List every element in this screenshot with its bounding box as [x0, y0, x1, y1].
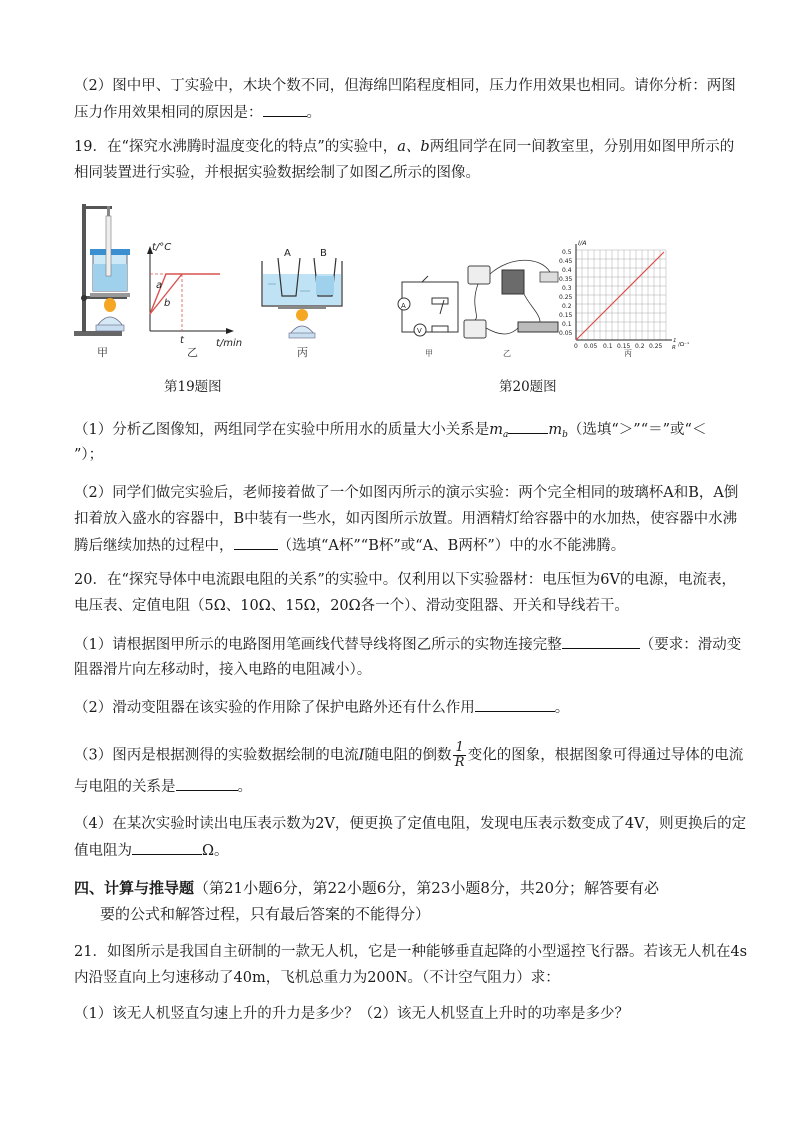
mass-subscript-a: a [502, 430, 509, 440]
fig20-bing-xaxis-unit: /Ω⁻¹ [678, 342, 690, 348]
q19-part2-rest: （选填“A杯”“B杯”或“A、B两杯”）中的水不能沸腾。 [277, 538, 626, 554]
q21-stem-line2: 内沿竖直向上匀速移动了40m，飞机总重力为200N。（不计空气阻力）求： [74, 970, 560, 986]
fig20-ammeter: A [401, 302, 406, 310]
q20-part1-rest: （要求：滑动变 [639, 637, 742, 653]
fig20-bing-label: 丙 [624, 349, 632, 358]
q20-part1-text: （1）请根据图甲所示的电路图用笔画线代替导线将图乙所示的实物连接完整 [74, 637, 562, 653]
q20-part4-end: Ω。 [202, 843, 229, 859]
q18-part2-line2 [74, 102, 321, 123]
q19-stem-line1 [74, 137, 734, 157]
q20-part1-line1 [74, 634, 741, 655]
q19-part2-line3 [74, 535, 625, 556]
fig19-bing-cup-a: A [284, 248, 291, 259]
answer-blank[interactable] [562, 634, 640, 649]
fig19-yi-yaxis: t/°C [152, 242, 172, 253]
fig20-jia-label: 甲 [425, 349, 433, 358]
section4-note: （第21小题6分，第22小题6分，第23小题8分，共20分；解答要有必 [194, 879, 659, 897]
y-tick: 0.25 [559, 294, 573, 301]
fig19-yi-line-a: a [156, 280, 163, 291]
fig20-bing-graph [576, 244, 672, 340]
section4-heading [74, 878, 659, 898]
fig19-yi-xaxis: t/min [216, 338, 243, 349]
x-tick: 0 [574, 343, 578, 350]
y-tick: 0.05 [559, 330, 573, 337]
answer-blank[interactable] [176, 776, 238, 791]
q20-part2-end: 。 [554, 700, 570, 716]
q20-part3-text: （3）图丙是根据测得的实验数据绘制的电流 [74, 747, 359, 764]
fraction-denominator: R [454, 755, 465, 770]
mass-subscript-b: b [562, 430, 568, 440]
y-tick: 0.4 [562, 267, 572, 274]
q20-part4-line1: （4）在某次实验时读出电压表示数为2V，便更换了定值电阻，发现电压表示数变成了4V，则更换后的定 [74, 816, 747, 832]
fig19-yi-t: t [180, 335, 184, 346]
q19-part1-line2: ”）； [74, 447, 104, 463]
fig20-yi-label: 乙 [503, 349, 511, 358]
y-tick: 0.2 [562, 303, 572, 310]
q20-part3-rest: 变化的图象，根据图象可得通过导体的电流 [467, 747, 744, 764]
q20-part4-line2 [74, 840, 229, 861]
q20-part2-line [74, 697, 569, 718]
q20-part3-line2 [74, 776, 252, 797]
fig20-bing-xaxis-num: 1 [673, 338, 677, 344]
q21-stem-line1: 21．如图所示是我国自主研制的一款无人机，它是一种能够垂直起降的小型遥控飞行器。若该无人机在4s [74, 944, 748, 960]
mass-symbol: m [548, 422, 563, 438]
q20-part1-line2: 阻器滑片向左移动时，接入电路的电阻减小）。 [74, 662, 372, 678]
fig20-caption: 第20题图 [499, 379, 557, 395]
fig19-bing-label: 丙 [297, 346, 308, 359]
x-tick: 0.05 [584, 343, 598, 350]
current-symbol: I [358, 747, 365, 764]
y-tick: 0.35 [559, 276, 573, 283]
y-tick: 0.45 [559, 258, 573, 265]
y-tick: 0.15 [559, 312, 573, 319]
reciprocal-fraction [453, 741, 465, 770]
fig19-yi-line-b: b [164, 298, 171, 309]
q19-part2-text: 腾后继续加热的过程中， [74, 538, 234, 554]
fig20-bing-yticks [559, 249, 573, 337]
fig20-bing-xaxis-den: R [672, 345, 676, 351]
q19-part1-text: （1）分析乙图像知，两组同学在实验中所用水的质量大小关系是 [74, 422, 490, 438]
q20-stem-line1: 20．在“探究导体中电流跟电阻的关系”的实验中。仅利用以下实验器材：电压恒为6V的电源，电流表， [74, 572, 736, 588]
mass-symbol: m [489, 422, 503, 438]
fig20-jia-circuit [398, 276, 458, 336]
q19-part1-rest: （选填“＞”“＝”或“＜ [567, 422, 707, 438]
x-tick: 0.25 [649, 343, 663, 350]
figures-row [0, 196, 800, 376]
q20-part3-end: 。 [237, 779, 252, 795]
q18-part2-text: 压力作用效果相同的原因是： [74, 105, 263, 121]
section4-title: 四、计算与推导题 [74, 879, 195, 897]
fig20-bing-xticks [574, 343, 663, 350]
q18-part2-end: 。 [306, 105, 321, 121]
q20-part3-text2: 与电阻的关系是 [74, 779, 176, 795]
q18-part2-line1: （2）图中甲、丁实验中，木块个数不同，但海绵凹陷程度相同，压力作用效果也相同。请你分析：两图 [74, 78, 736, 94]
fig19-bing-cup-b: B [320, 248, 327, 259]
fig19-caption: 第19题图 [164, 379, 222, 395]
fig19-jia-apparatus [74, 204, 130, 336]
fig20-yi-apparatus [464, 260, 558, 338]
q20-part2-text: （2）滑动变阻器在该实验的作用除了保护电路外还有什么作用 [74, 700, 475, 716]
section4-note-line2: 要的公式和解答过程，只有最后答案的不能得分） [100, 905, 431, 923]
answer-blank[interactable] [263, 102, 307, 117]
q19-stem-vars: a、b [397, 139, 430, 155]
q20-part4-text: 值电阻为 [74, 843, 132, 859]
x-tick: 0.2 [635, 343, 645, 350]
fig19-yi-label: 乙 [187, 346, 198, 359]
fig19-bing-apparatus [262, 258, 342, 338]
answer-blank[interactable] [475, 697, 555, 712]
y-tick: 0.5 [562, 249, 572, 256]
fig19-jia-label: 甲 [97, 346, 108, 359]
q20-part3-mid: 随电阻的倒数 [364, 747, 452, 764]
answer-blank[interactable] [508, 419, 548, 434]
q19-part1-line1 [74, 419, 706, 445]
answer-blank[interactable] [234, 535, 278, 550]
q19-part2-line2: 扣着放入盛水的容器中，B中装有一些水，如丙图所示放置。用酒精灯给容器中的水加热，使容器中水沸 [74, 511, 738, 527]
fig20-bing-yaxis: I/A [578, 239, 587, 247]
fig20-voltmeter: V [417, 327, 422, 335]
q19-part2-line1: （2）同学们做完实验后，老师接着做了一个如图丙所示的演示实验：两个完全相同的玻璃杯A和B，A倒 [74, 485, 739, 501]
y-tick: 0.1 [562, 321, 572, 328]
q19-stem-rest: 两组同学在同一间教室里，分别用如图甲所示的 [429, 139, 735, 155]
fraction-numerator: 1 [455, 740, 464, 755]
q21-subquestions: （1）该无人机竖直匀速上升的升力是多少？（2）该无人机竖直上升时的功率是多少？ [74, 1006, 629, 1022]
x-tick: 0.15 [617, 343, 631, 350]
q19-stem-line2: 相同装置进行实验，并根据实验数据绘制了如图乙所示的图像。 [74, 165, 480, 181]
y-tick: 0.3 [562, 285, 572, 292]
q19-stem-text: 19．在“探究水沸腾时温度变化的特点”的实验中， [74, 139, 398, 155]
q20-part3-line1 [74, 741, 743, 770]
q20-stem-line2: 电压表、定值电阻（5Ω、10Ω、15Ω，20Ω各一个）、滑动变阻器、开关和导线若干。 [74, 598, 629, 614]
answer-blank[interactable] [132, 840, 202, 855]
x-tick: 0.1 [603, 343, 613, 350]
